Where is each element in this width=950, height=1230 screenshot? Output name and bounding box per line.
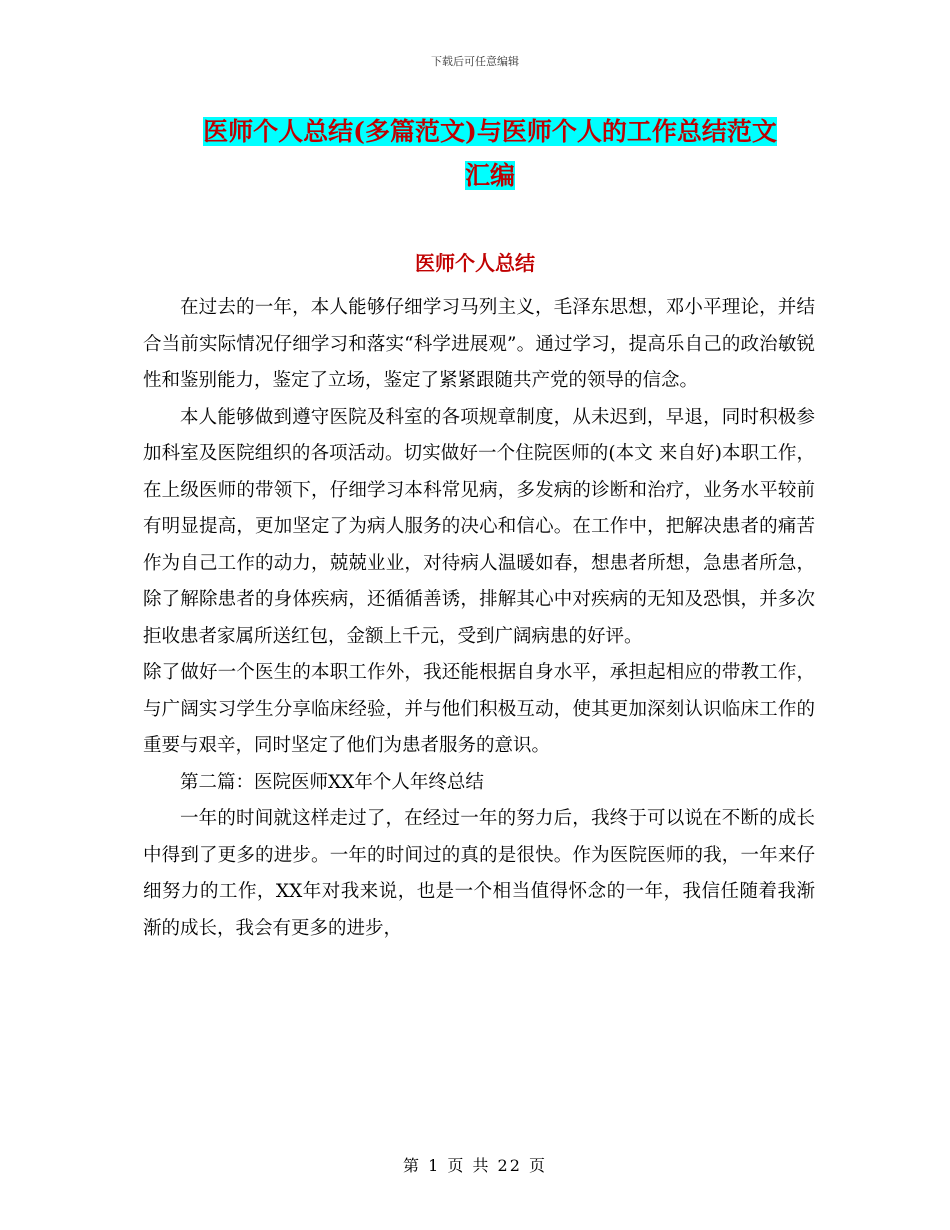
paragraph-1: 在过去的一年，本人能够仔细学习马列主义，毛泽东思想，邓小平理论，并结合当前实际情况仔细学习和落实“科学进展观”。通过学习，提高乐自己的政治敏锐性和鉴别能力，鉴定了立场，鉴定了紧紧跟随共产党的领导的信念。: [143, 297, 815, 391]
paragraph-2: 本人能够做到遵守医院及科室的各项规章制度，从未迟到，早退，同时积极参加科室及医院组织的各项活动。切实做好一个住院医师的(本文 来自好)本职工作，在上级医师的带领下，仔细学习本科常见病，多发病的诊断和治疗，业务水平较前有明显提高，更加坚定了为病人服务的决心和信心。在工作中，把解决患者的痛苦作为自己工作的动力，兢兢业业，对待病人温暖如春，想患者所想，急患者所急，除了解除患者的身体疾病，还循循善诱，排解其心中对疾病的无知及恐惧，并多次拒收患者家属所送红包，金额上千元，受到广阔病患的好评。: [143, 406, 815, 647]
section-title: 医师个人总结: [415, 251, 535, 275]
document-title: [140, 110, 840, 198]
paragraph-3: 除了做好一个医生的本职工作外，我还能根据自身水平，承担起相应的带教工作，与广阔实习学生分享临床经验，并与他们积极互动，使其更加深刻认识临床工作的重要与艰辛，同时坚定了他们为患者服务的意识。: [143, 662, 815, 756]
title-line-2: 汇编: [464, 161, 515, 190]
header-note: 下载后可任意编辑: [431, 55, 519, 68]
page-footer: 第 1 页 共 22 页: [403, 1156, 547, 1175]
title-line-1: 医师个人总结(多篇范文)与医师个人的工作总结范文: [203, 117, 777, 146]
paragraph-4-heading: 第二篇：医院医师XX年个人年终总结: [180, 771, 484, 793]
paragraph-5: 一年的时间就这样走过了，在经过一年的努力后，我终于可以说在不断的成长中得到了更多的进步。一年的时间过的真的是很快。作为医院医师的我，一年来仔细努力的工作，XX年对我来说，也是一个相当值得怀念的一年，我信任随着我渐渐的成长，我会有更多的进步，: [143, 808, 815, 939]
body-text: [143, 290, 815, 947]
